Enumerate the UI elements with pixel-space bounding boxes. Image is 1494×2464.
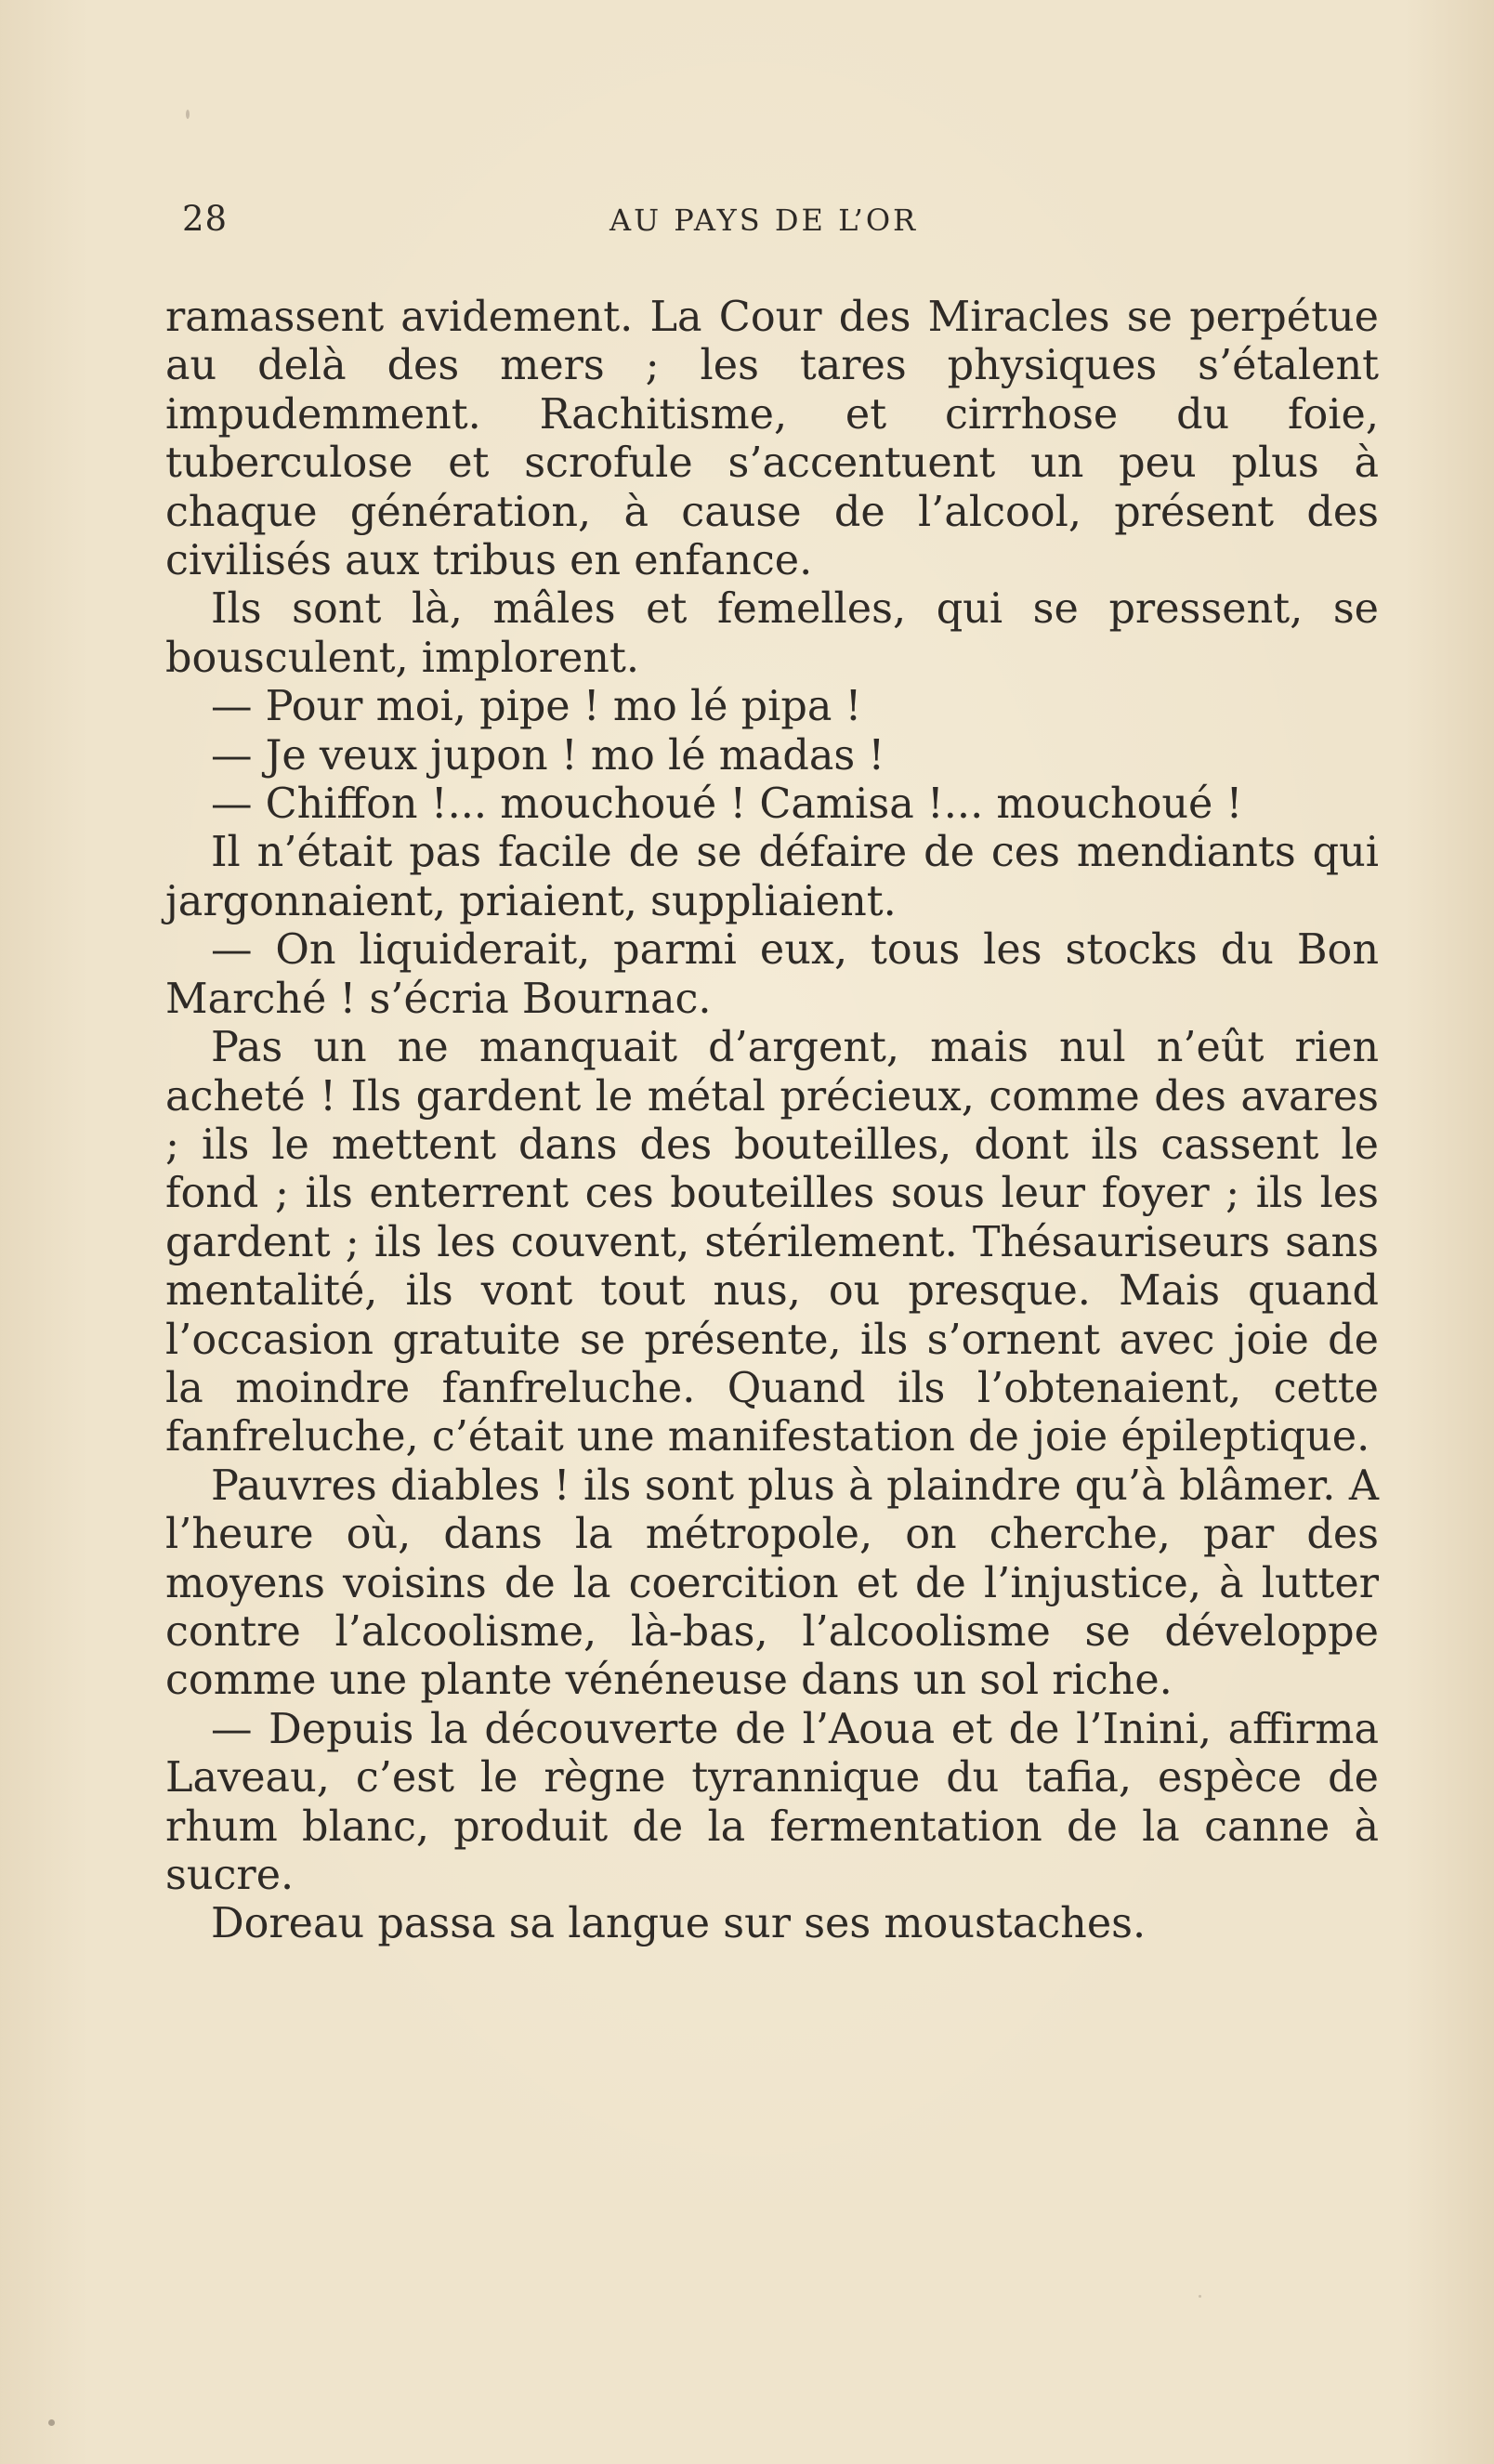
running-title: AU PAYS DE L’OR xyxy=(609,203,919,238)
body-text xyxy=(165,294,1379,1949)
paragraph: ramassent avidement. La Cour des Miracles se perpétue au delà des mers ; les tares physiques s’étalent impudemment. Rachitisme, et cirrhose du foie, tuberculose et scrofule s’accentuent un peu plus à chaque génération, à cause de l’alcool, présent des civilisés aux tribus en enfance. xyxy=(165,294,1379,585)
paragraph: Pauvres diables ! ils sont plus à plaindre qu’à blâmer. A l’heure où, dans la métropole, on cherche, par des moyens voisins de la coercition et de l’injustice, à lutter contre l’alcoolisme, là-bas, l’alcoolisme se développe comme une plante vénéneuse dans un sol riche. xyxy=(165,1461,1379,1705)
paragraph: Pas un ne manquait d’argent, mais nul n’eût rien acheté ! Ils gardent le métal précieux, comme des avares ; ils le mettent dans des bouteilles, dont ils cassent le fond ; ils enterrent ces bouteilles sous leur foyer ; ils les gardent ; ils les couvent, stérilement. Thésauriseurs sans mentalité, ils vont tout nus, ou presque. Mais quand l’occasion gratuite se présente, ils s’ornent avec joie de la moindre fanfreluche. Quand ils l’obtenaient, cette fanfreluche, c’était une manifestation de joie épileptique. xyxy=(165,1024,1379,1461)
dialogue-line: — On liquiderait, parmi eux, tous les stocks du Bon Marché ! s’écria Bournac. xyxy=(165,926,1379,1023)
paper-speck xyxy=(186,110,190,119)
dialogue-line: — Je veux jupon ! mo lé madas ! xyxy=(210,731,885,780)
dialogue-line: — Depuis la découverte de l’Aoua et de l’Inini, affirma Laveau, c’est le règne tyrannique du tafia, espèce de rhum blanc, produit de la fermentation de la canne à sucre. xyxy=(165,1705,1379,1899)
page-number: 28 xyxy=(182,199,229,239)
paragraph: Ils sont là, mâles et femelles, qui se pressent, se bousculent, implorent. xyxy=(165,585,1379,682)
paper-speck xyxy=(1199,2295,1201,2298)
paper-speck xyxy=(48,2419,55,2426)
paragraph: Doreau passa sa langue sur ses moustaches. xyxy=(210,1900,1147,1948)
dialogue-line: — Pour moi, pipe ! mo lé pipa ! xyxy=(210,683,862,731)
page-header xyxy=(182,199,1371,255)
paragraph: Il n’était pas facile de se défaire de ces mendiants qui jargonnaient, priaient, suppliaient. xyxy=(165,829,1379,925)
dialogue-line: — Chiffon !... mouchoué ! Camisa !... mouchoué ! xyxy=(210,780,1243,829)
